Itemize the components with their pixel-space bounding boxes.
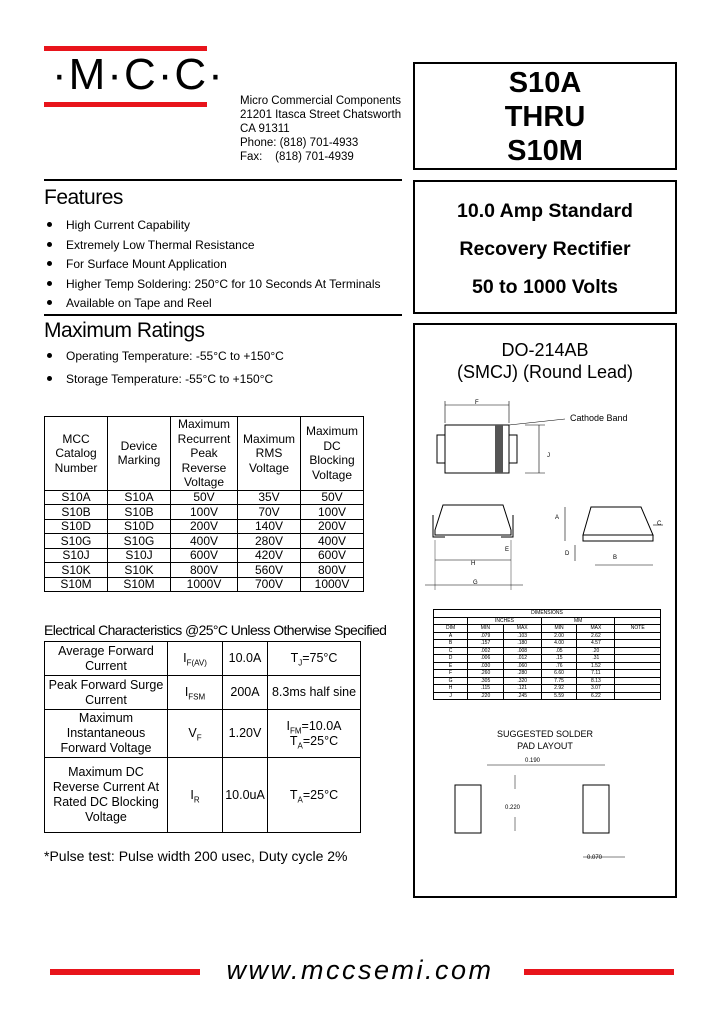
table-row — [45, 710, 361, 758]
dim-cell — [615, 632, 661, 640]
table-cell: S10G — [108, 534, 171, 549]
feature-item: Extremely Low Thermal Resistance — [44, 238, 381, 258]
dim-cell: .002 — [468, 647, 503, 655]
dim-header: DIM — [434, 625, 468, 633]
dim-cell: D — [434, 655, 468, 663]
table-cell: S10B — [108, 505, 171, 520]
desc-line3: 50 to 1000 Volts — [472, 276, 618, 298]
table-row — [45, 563, 364, 578]
dim-cell: 6.60 — [541, 670, 576, 678]
symbol-vf: $V_F$ — [168, 710, 223, 758]
table-cell: 140V — [238, 519, 301, 534]
cathode-band-label: Cathode Band — [570, 413, 628, 423]
dim-cell: 6.22 — [577, 692, 615, 700]
table-cell: 400V — [301, 534, 364, 549]
dim-j-label: J — [547, 453, 550, 459]
desc-line2: Recovery Rectifier — [459, 238, 631, 260]
dim-cell: .012 — [503, 655, 541, 663]
table-cell: 400V — [171, 534, 238, 549]
col-vrrm: Maximum Recurrent Peak Reverse Voltage — [171, 417, 238, 491]
footer-bar-right — [524, 969, 674, 975]
table-row — [45, 534, 364, 549]
dim-cell: 7.75 — [541, 677, 576, 685]
dim-cell: .079 — [468, 632, 503, 640]
solder-pad-right — [583, 785, 609, 833]
cond-vf: $I_{FM}=10.0A$ $T_A=25^\circ C$ — [268, 710, 361, 758]
table-cell: 1000V — [301, 577, 364, 592]
dim-header: MAX — [503, 625, 541, 633]
dim-row — [434, 677, 661, 685]
company-fax: Fax: (818) 701-4939 — [240, 151, 354, 163]
logo-bottom-bar — [44, 102, 207, 107]
table-cell: S10J — [108, 548, 171, 563]
dimensions-table — [433, 609, 661, 700]
dim-d-label: D — [565, 551, 570, 557]
dim-header: MAX — [577, 625, 615, 633]
electrical-title: Electrical Characteristics @25°C Unless Otherwise Specified — [44, 622, 387, 638]
features-divider — [44, 179, 402, 181]
solder-pad-left — [455, 785, 481, 833]
dim-cell: .76 — [541, 662, 576, 670]
dim-cell: 8.13 — [577, 677, 615, 685]
dim-cell: .121 — [503, 685, 541, 693]
max-ratings-title: Maximum Ratings — [44, 319, 205, 342]
dim-b-label: B — [613, 555, 618, 561]
solder-dim-2: 0.220 — [505, 805, 521, 811]
table-cell: S10K — [108, 563, 171, 578]
footer-url[interactable]: www.mccsemi.com — [226, 955, 494, 985]
dim-row — [434, 692, 661, 700]
table-cell: 200V — [171, 519, 238, 534]
dim-row — [434, 670, 661, 678]
features-list — [44, 218, 381, 316]
solder-title-line1: SUGGESTED SOLDER — [496, 729, 594, 739]
rating-item: Storage Temperature: -55°C to +150°C — [44, 372, 284, 392]
value-ifsm: 200A — [223, 676, 268, 710]
dim-cell: C — [434, 647, 468, 655]
table-cell: 1000V — [171, 577, 238, 592]
dim-cell: 2.62 — [577, 632, 615, 640]
package-name: DO-214AB — [501, 340, 589, 360]
symbol-ir: $I_R$ — [168, 758, 223, 833]
table-cell: S10D — [45, 519, 108, 534]
param-ifsm: Peak Forward Surge Current — [45, 676, 168, 710]
ratings-header-row — [45, 417, 364, 491]
symbol-ifav: $I_{F(AV)}$ — [168, 642, 223, 676]
solder-title — [415, 728, 675, 752]
rating-item: Operating Temperature: -55°C to +150°C — [44, 349, 284, 372]
table-row — [45, 642, 361, 676]
dim-cell — [615, 692, 661, 700]
dim-group-mm: MM — [541, 617, 615, 625]
dim-cell: 7.11 — [577, 670, 615, 678]
table-cell: 35V — [238, 490, 301, 505]
table-row — [45, 577, 364, 592]
table-cell: S10A — [45, 490, 108, 505]
ratings-table — [44, 416, 364, 592]
dim-cell: .220 — [468, 692, 503, 700]
dim-header: NOTE — [615, 625, 661, 633]
dim-cell: .115 — [468, 685, 503, 693]
dim-cell — [615, 677, 661, 685]
dim-row — [434, 647, 661, 655]
dim-cell: .008 — [503, 647, 541, 655]
dim-row — [434, 655, 661, 663]
table-cell: 700V — [238, 577, 301, 592]
table-cell: 100V — [171, 505, 238, 520]
dim-row — [434, 685, 661, 693]
dim-cell: 1.52 — [577, 662, 615, 670]
param-ir: Maximum DC Reverse Current At Rated DC Blocking Voltage — [45, 758, 168, 833]
description-box — [413, 180, 677, 314]
dim-cell: F — [434, 670, 468, 678]
table-row — [45, 490, 364, 505]
feature-item: Available on Tape and Reel — [44, 296, 381, 316]
dim-cell — [615, 662, 661, 670]
company-name: Micro Commercial Components — [240, 95, 402, 107]
company-phone: Phone: (818) 701-4933 — [240, 137, 359, 149]
dim-cell: .31 — [577, 655, 615, 663]
dim-cell: G — [434, 677, 468, 685]
dim-cell — [615, 685, 661, 693]
dim-row — [434, 662, 661, 670]
feature-item: For Surface Mount Application — [44, 257, 381, 277]
dim-cell: 5.59 — [541, 692, 576, 700]
feature-item: High Current Capability — [44, 218, 381, 238]
dim-cell: .260 — [468, 670, 503, 678]
pulse-note: *Pulse test: Pulse width 200 usec, Duty cycle 2% — [44, 848, 348, 864]
dim-cell: .305 — [468, 677, 503, 685]
desc-line1: 10.0 Amp Standard — [457, 200, 633, 222]
solder-pad-drawing — [415, 755, 675, 885]
table-cell: S10J — [45, 548, 108, 563]
dim-cell: .320 — [503, 677, 541, 685]
table-cell: 200V — [301, 519, 364, 534]
logo: ·M·C·C· — [52, 50, 225, 99]
table-cell: S10M — [108, 577, 171, 592]
dim-cell: E — [434, 662, 468, 670]
ratings-divider — [44, 314, 402, 316]
package-side-view — [435, 505, 511, 535]
package-end-view — [583, 507, 653, 535]
company-address — [240, 94, 401, 164]
dim-row — [434, 640, 661, 648]
dim-cell: .05 — [541, 647, 576, 655]
dim-cell: H — [434, 685, 468, 693]
dim-g-label: G — [473, 580, 478, 586]
dim-group-inches: INCHES — [468, 617, 542, 625]
dim-cell — [615, 640, 661, 648]
table-row — [45, 519, 364, 534]
max-ratings-list — [44, 349, 284, 392]
table-cell: S10M — [45, 577, 108, 592]
dim-cell: .060 — [503, 662, 541, 670]
feature-item: Higher Temp Soldering: 250°C for 10 Seconds At Terminals — [44, 277, 381, 297]
col-vrms: Maximum RMS Voltage — [238, 417, 301, 491]
cathode-band — [495, 425, 503, 473]
table-cell: 280V — [238, 534, 301, 549]
table-cell: 50V — [301, 490, 364, 505]
table-cell: 560V — [238, 563, 301, 578]
package-box — [413, 323, 677, 898]
company-city: CA 91311 — [240, 123, 290, 135]
dim-header: MIN — [468, 625, 503, 633]
dim-cell: .15 — [541, 655, 576, 663]
symbol-ifsm: $I_{FSM}$ — [168, 676, 223, 710]
dim-cell: .103 — [503, 632, 541, 640]
solder-title-line2: PAD LAYOUT — [517, 741, 573, 751]
dim-cell: .180 — [503, 640, 541, 648]
dim-cell: 3.07 — [577, 685, 615, 693]
solder-dim-3: 0.070 — [587, 855, 603, 861]
table-cell: S10A — [108, 490, 171, 505]
part-line1: S10A — [508, 67, 582, 99]
dim-h-label: H — [471, 561, 476, 567]
dim-cell: 4.00 — [541, 640, 576, 648]
dim-table-title: DIMENSIONS — [434, 610, 661, 618]
col-marking: Device Marking — [108, 417, 171, 491]
param-ifav: Average Forward Current — [45, 642, 168, 676]
part-number-box — [413, 62, 677, 170]
col-catalog: MCC Catalog Number — [45, 417, 108, 491]
dim-header: MIN — [541, 625, 576, 633]
table-cell: S10K — [45, 563, 108, 578]
table-cell: 420V — [238, 548, 301, 563]
package-sub: (SMCJ) (Round Lead) — [456, 362, 634, 382]
table-cell: 50V — [171, 490, 238, 505]
table-cell: S10D — [108, 519, 171, 534]
dim-c-label: C — [657, 521, 662, 527]
package-drawing — [415, 385, 675, 605]
param-vf: Maximum Instantaneous Forward Voltage — [45, 710, 168, 758]
part-line3: S10M — [507, 135, 583, 167]
table-cell: 70V — [238, 505, 301, 520]
dim-row — [434, 632, 661, 640]
dim-cell: .20 — [577, 647, 615, 655]
electrical-table — [44, 641, 361, 833]
dim-cell: B — [434, 640, 468, 648]
dim-a-label: A — [555, 515, 560, 521]
dim-cell: .006 — [468, 655, 503, 663]
dim-cell: .280 — [503, 670, 541, 678]
table-cell: 800V — [171, 563, 238, 578]
dim-cell: .245 — [503, 692, 541, 700]
table-cell: S10B — [45, 505, 108, 520]
table-row — [45, 676, 361, 710]
features-title: Features — [44, 186, 123, 209]
part-line2: THRU — [504, 101, 586, 133]
dim-cell: 2.92 — [541, 685, 576, 693]
dim-cell — [615, 655, 661, 663]
table-row — [45, 758, 361, 833]
table-cell: 600V — [171, 548, 238, 563]
cond-ir: $T_A=25^\circ C$ — [268, 758, 361, 833]
solder-dim-1: 0.190 — [525, 758, 541, 764]
value-vf: 1.20V — [223, 710, 268, 758]
dim-e-label: E — [505, 547, 510, 553]
dim-cell: 2.00 — [541, 632, 576, 640]
dim-cell — [615, 670, 661, 678]
dim-cell: J — [434, 692, 468, 700]
dim-f-label: F — [475, 400, 479, 406]
cond-ifsm: 8.3ms half sine — [268, 676, 361, 710]
table-row — [45, 548, 364, 563]
dim-cell: 4.57 — [577, 640, 615, 648]
company-street: 21201 Itasca Street Chatsworth — [240, 109, 402, 121]
table-cell: 100V — [301, 505, 364, 520]
table-cell: 600V — [301, 548, 364, 563]
table-cell: 800V — [301, 563, 364, 578]
col-vdc: Maximum DC Blocking Voltage — [301, 417, 364, 491]
dim-cell — [615, 647, 661, 655]
dim-cell: A — [434, 632, 468, 640]
dim-cell: .030 — [468, 662, 503, 670]
dim-cell: .157 — [468, 640, 503, 648]
table-cell: S10G — [45, 534, 108, 549]
value-ifav: 10.0A — [223, 642, 268, 676]
value-ir: 10.0uA — [223, 758, 268, 833]
cond-ifav: $T_J=75^\circ C$ — [268, 642, 361, 676]
table-row — [45, 505, 364, 520]
